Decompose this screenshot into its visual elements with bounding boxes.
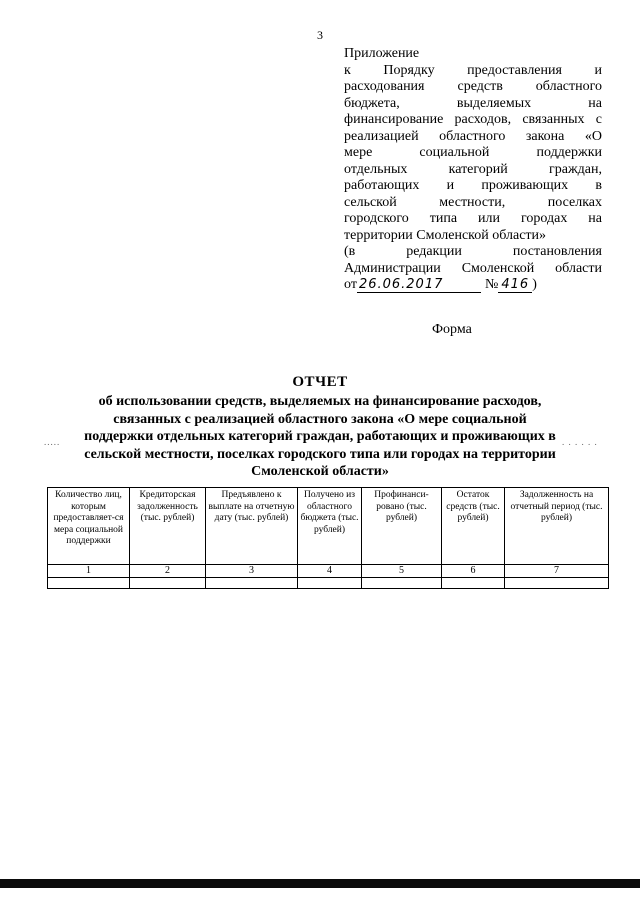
report-subtitle-line: об использовании средств, выделяемых на финансирование расходов,: [98, 394, 542, 409]
resolution-number-field: [498, 278, 532, 293]
appendix-line: Приложение: [344, 46, 420, 61]
column-number: 3: [206, 565, 298, 578]
appendix-line: отдельных категорий граждан,: [344, 161, 602, 177]
column-number: 6: [442, 565, 505, 578]
table-header: Получено из областного бюджета (тыс. рублей): [298, 488, 362, 565]
report-subtitle-line: Смоленской области»: [251, 464, 389, 479]
appendix-line: городского типа или городах на: [344, 211, 602, 226]
table-header: Кредиторская задолженность (тыс. рублей): [130, 488, 206, 565]
resolution-number: 416: [501, 277, 530, 292]
appendix-line: расходования средств областного: [344, 79, 602, 94]
appendix-block: [344, 46, 602, 294]
column-number: 1: [48, 565, 130, 578]
report-subtitle-line: связанных с реализацией областного закона «О мере социальной: [113, 411, 527, 427]
table-cell: [48, 578, 130, 589]
appendix-line: к Порядку предоставления и: [344, 62, 602, 78]
table-cell: [505, 578, 609, 589]
appendix-line: финансирование расходов, связанных с: [344, 112, 602, 127]
report-subtitle: [50, 393, 590, 481]
page-number: 3: [317, 28, 323, 42]
column-number: 7: [505, 565, 609, 578]
table-header: Количество лиц, которым предоставляет-ся мера социальной поддержки: [48, 488, 130, 565]
report-subtitle-line: поддержки отдельных категорий граждан, работающих и проживающих в: [84, 429, 556, 444]
form-label: Форма: [432, 322, 472, 337]
scan-dots: .....: [44, 437, 61, 447]
resolution-date: 26.06.2017: [358, 277, 444, 292]
report-title: ОТЧЕТ: [292, 374, 348, 390]
number-sign: №: [484, 277, 499, 292]
resolution-reference: [344, 277, 602, 294]
table-header: Профинанси-ровано (тыс. рублей): [362, 488, 442, 565]
appendix-line: Администрации Смоленской области: [344, 260, 602, 276]
column-number: 5: [362, 565, 442, 578]
appendix-line: работающих и проживающих в: [344, 178, 602, 193]
closing-paren: ): [532, 277, 537, 292]
table-header: Остаток средств (тыс. рублей): [442, 488, 505, 565]
resolution-date-field: [357, 278, 481, 293]
table-number-row: [48, 565, 609, 578]
table-cell: [362, 578, 442, 589]
column-number: 2: [130, 565, 206, 578]
table-header-row: [48, 488, 609, 565]
scan-dots: . . . . . .: [562, 437, 598, 447]
appendix-line: (в редакции постановления: [344, 244, 602, 259]
appendix-line: территории Смоленской области»: [344, 227, 547, 243]
scan-edge-bar: [0, 879, 640, 888]
appendix-line: сельской местности, поселках: [344, 194, 602, 210]
from-prefix: от: [344, 277, 357, 292]
table-header: Предъявлено к выплате на отчетную дату (тыс. рублей): [206, 488, 298, 565]
report-table: [47, 487, 609, 589]
appendix-line: бюджета, выделяемых на: [344, 95, 602, 111]
table-cell: [130, 578, 206, 589]
table-header: Задолженность на отчетный период (тыс. рублей): [505, 488, 609, 565]
table-cell: [298, 578, 362, 589]
report-subtitle-line: сельской местности, поселках городского типа или городах на территории: [84, 446, 556, 462]
table-cell: [442, 578, 505, 589]
column-number: 4: [298, 565, 362, 578]
table-cell: [206, 578, 298, 589]
table-row: [48, 578, 609, 589]
appendix-line: мере социальной поддержки: [344, 145, 602, 160]
appendix-line: реализацией областного закона «О: [344, 128, 602, 144]
